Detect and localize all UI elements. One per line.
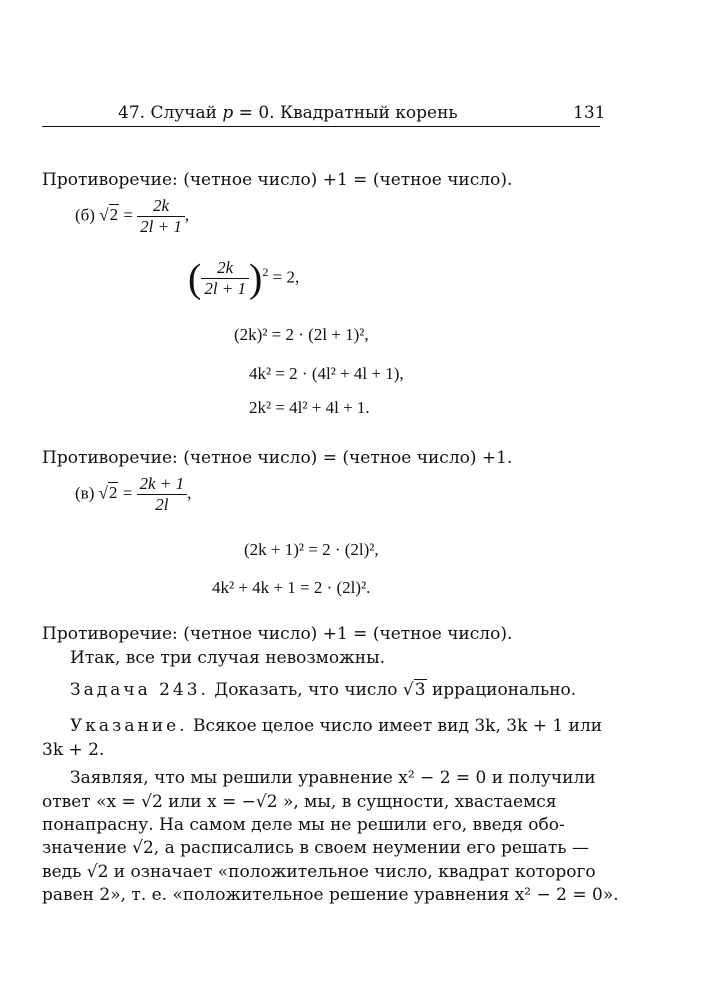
- header-rule: [42, 126, 600, 127]
- case-c-fraction: [137, 474, 188, 515]
- task-243: Задача 243. Доказать, что число √3 иррационально.: [70, 680, 577, 700]
- task-radicand: 3: [414, 680, 426, 700]
- section-title-before: Случай: [150, 103, 223, 123]
- page-number: 131: [573, 103, 606, 123]
- task-text-before: Доказать, что число: [214, 680, 403, 700]
- case-b-equation-2: ( $\frac{2k}{2l + 1}$ )$^2$ = 2,: [188, 255, 300, 301]
- contradiction-b: Противоречие: (четное число) = (четное число) +1.: [42, 448, 513, 468]
- task-label: Задача 243.: [70, 680, 209, 700]
- case-c-frac-den: 2l: [155, 495, 169, 514]
- case-c-label: (в): [75, 483, 95, 503]
- contradiction-c: Противоречие: (четное число) +1 = (четное число).: [42, 624, 513, 644]
- paragraph-line-5: ведь √2 и означает «положительное число, квадрат которого: [42, 862, 596, 882]
- case-b-fraction: [137, 196, 185, 237]
- paragraph-line-4: значение √2, а расписались в своем неумении его решать —: [42, 838, 589, 858]
- case-b-eq2-rhs: = 2,: [272, 267, 300, 287]
- hint-text: Всякое целое число имеет вид 3k, 3k + 1 или: [192, 716, 603, 736]
- case-c-equation-1: (в) √2 = $\frac{2k + 1}{2l}$ ,: [75, 474, 192, 514]
- running-header: [118, 103, 458, 123]
- case-c-equation-2: (2k + 1)² = 2 · (2l)²,: [244, 540, 379, 559]
- section-title-after: = 0. Квадратный корень: [233, 103, 458, 123]
- section-title-var: p: [222, 103, 234, 123]
- case-b-label: (б): [75, 205, 95, 225]
- task-text-after: иррационально.: [426, 680, 577, 700]
- paragraph-line-2: ответ «x = √2 или x = −√2 », мы, в сущности, хвастаемся: [42, 792, 557, 812]
- case-b-equation-5: 2k² = 4l² + 4l + 1.: [249, 398, 370, 417]
- case-b-equation-4: 4k² = 2 · (4l² + 4l + 1),: [249, 364, 404, 383]
- case-b-frac-num: 2k: [153, 196, 170, 215]
- case-b-frac-den: 2l + 1: [140, 217, 182, 236]
- case-b-frac-den-2: 2l + 1: [204, 279, 247, 298]
- hint-line-1: [70, 716, 602, 736]
- hint-line-2: 3k + 2.: [42, 740, 105, 760]
- summary: Итак, все три случая невозможны.: [70, 648, 386, 668]
- hint-label: Указание.: [70, 716, 188, 736]
- case-c-equation-3: 4k² + 4k + 1 = 2 · (2l)².: [212, 578, 371, 597]
- case-c-frac-num: 2k + 1: [139, 474, 185, 493]
- section-number: 47.: [118, 103, 146, 123]
- case-b-frac-num-2: 2k: [217, 258, 234, 277]
- case-b-equation-3: (2k)² = 2 · (2l + 1)²,: [234, 325, 369, 344]
- contradiction-a: Противоречие: (четное число) +1 = (четное число).: [42, 170, 513, 190]
- case-b-equation-1: (б) √2 = $\frac{2k}{2l + 1}$ ,: [75, 196, 190, 236]
- paragraph-line-6: равен 2», т. е. «положительное решение уравнения x² − 2 = 0».: [42, 885, 619, 905]
- paragraph-line-3: понапрасну. На самом деле мы не решили его, введя обо-: [42, 815, 565, 835]
- paragraph-line-1: Заявляя, что мы решили уравнение x² − 2 = 0 и получили: [70, 768, 596, 788]
